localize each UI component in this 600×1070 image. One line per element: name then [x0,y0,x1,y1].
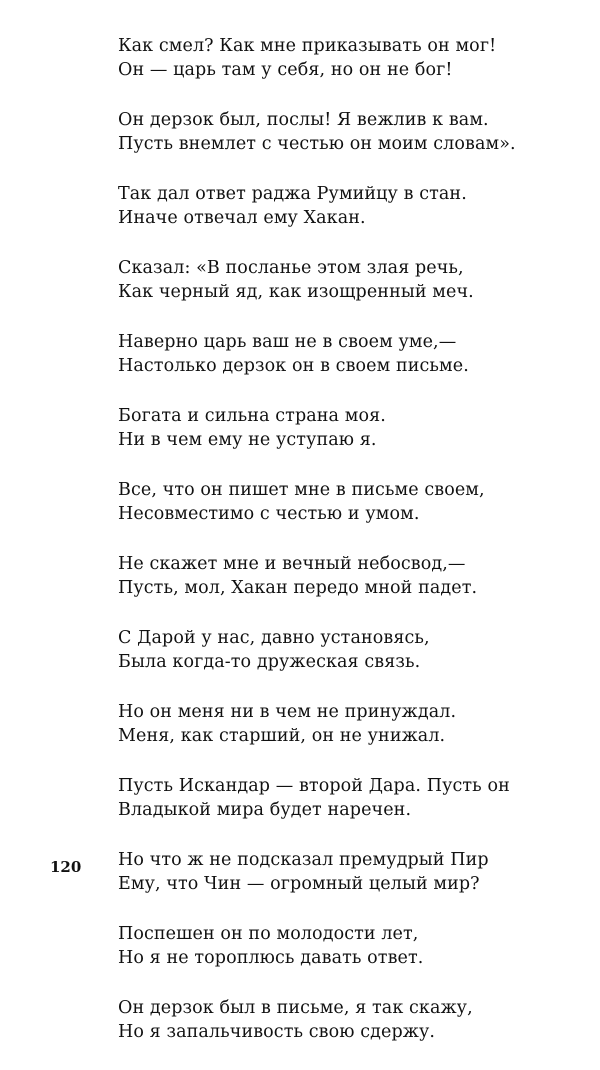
verse-line: Меня, как старший, он не унижал. [118,726,446,746]
verse-line: Но он меня ни в чем не принуждал. [118,702,457,722]
verse-line: Но я запальчивость свою сдержу. [118,1022,436,1042]
verse-line: Поспешен он по молодости лет, [118,924,419,944]
verse-line: Как смел? Как мне приказывать он мог! [118,36,497,56]
stanza [118,922,518,970]
stanza [118,848,518,896]
stanza [118,34,518,82]
verse-line: Он дерзок был в письме, я так скажу, [118,998,473,1018]
verse-line: Он дерзок был, послы! Я вежлив к вам. [118,110,489,130]
stanza [118,700,518,748]
page-number: 120 [50,858,82,876]
verse-line: Ему, что Чин — огромный целый мир? [118,874,480,894]
verse-line: Иначе отвечал ему Хакан. [118,208,366,228]
verse-line: Но что ж не подсказал премудрый Пир [118,850,489,870]
stanza [118,256,518,304]
verse-line: Пусть внемлет с честью он моим словам». [118,134,516,154]
stanza [118,330,518,378]
stanza [118,626,518,674]
stanza [118,404,518,452]
verse-line: Владыкой мира будет наречен. [118,800,412,820]
stanza [118,108,518,156]
verse-line: Пусть Искандар — второй Дара. Пусть он [118,776,510,796]
verse-line: Сказал: «В посланье этом злая речь, [118,258,464,278]
verse-line: Настолько дерзок он в своем письме. [118,356,469,376]
verse-line: Наверно царь ваш не в своем уме,— [118,332,457,352]
verse-line: С Дарой у нас, давно установясь, [118,628,430,648]
verse-line: Так дал ответ раджа Румийцу в стан. [118,184,467,204]
verse-line: Была когда-то дружеская связь. [118,652,421,672]
stanza [118,182,518,230]
stanza [118,552,518,600]
verse-line: Как черный яд, как изощренный меч. [118,282,474,302]
verse-line: Ни в чем ему не уступаю я. [118,430,377,450]
stanza [118,478,518,526]
stanza [118,774,518,822]
verse-line: Все, что он пишет мне в письме своем, [118,480,485,500]
verse-line: Но я не тороплюсь давать ответ. [118,948,424,968]
poem-text [118,34,518,1070]
verse-line: Пусть, мол, Хакан передо мной падет. [118,578,478,598]
stanza [118,996,518,1044]
verse-line: Несовместимо с честью и умом. [118,504,420,524]
verse-line: Он — царь там у себя, но он не бог! [118,60,453,80]
verse-line: Богата и сильна страна моя. [118,406,386,426]
verse-line: Не скажет мне и вечный небосвод,— [118,554,466,574]
